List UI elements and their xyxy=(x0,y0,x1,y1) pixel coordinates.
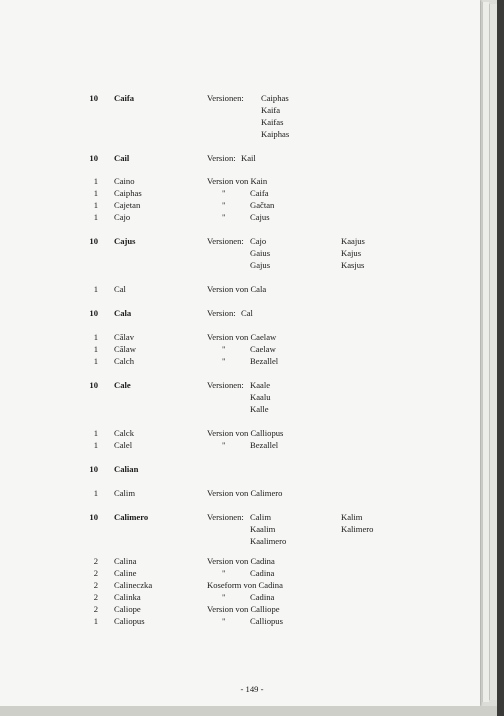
reference-target: Calliopus xyxy=(250,616,283,626)
variant-name: Kaalim xyxy=(250,524,276,534)
entry-name: Caliopus xyxy=(114,616,145,626)
reference-text: Version von Cala xyxy=(207,284,267,294)
entry-number: 1 xyxy=(93,332,98,342)
variant-name: Calim xyxy=(250,512,272,522)
entry-number: 1 xyxy=(93,616,98,626)
variant-name: Kaifas xyxy=(261,117,284,127)
entry-number: 10 xyxy=(89,153,98,163)
ditto-mark: " xyxy=(222,616,226,626)
entry-name: Caifa xyxy=(114,93,135,103)
entry-number: 2 xyxy=(93,556,98,566)
entry-name: Caline xyxy=(114,568,137,578)
entry-name: Cal xyxy=(114,284,126,294)
reference-target: Cadina xyxy=(250,568,275,578)
entry-number: 1 xyxy=(93,200,98,210)
entry-number: 10 xyxy=(89,512,98,522)
reference-target: Bezallel xyxy=(250,440,279,450)
page-number: - 149 - xyxy=(240,684,264,694)
entry-name: Caino xyxy=(114,176,135,186)
entry-number: 10 xyxy=(89,308,98,318)
variant-name: Kaalimero xyxy=(250,536,287,546)
entry-number: 10 xyxy=(89,236,98,246)
reference-text: Version von Calliope xyxy=(207,604,280,614)
reference-text: Version von Calimero xyxy=(207,488,283,498)
entry-number: 1 xyxy=(93,356,98,366)
ditto-mark: " xyxy=(222,188,226,198)
variant-name: Gaius xyxy=(250,248,271,258)
entry-name: Calimero xyxy=(114,512,149,522)
entry-number: 1 xyxy=(93,440,98,450)
entry-name: Cale xyxy=(114,380,131,390)
reference-target: Caelaw xyxy=(250,344,276,354)
entry-name: Calinka xyxy=(114,592,141,602)
variant-name-extra: Kasjus xyxy=(341,260,365,270)
variant-name: Kaale xyxy=(250,380,271,390)
entry-number: 10 xyxy=(89,380,98,390)
ditto-mark: " xyxy=(222,212,226,222)
entry-name: Cajus xyxy=(114,236,136,246)
reference-target: Cadina xyxy=(250,592,275,602)
entry-label: Versionen: xyxy=(207,512,244,522)
entry-name: Caliope xyxy=(114,604,141,614)
variant-name: Kaalu xyxy=(250,392,271,402)
variant-name: Cajo xyxy=(250,236,267,246)
entry-label: Version: xyxy=(207,153,236,163)
ditto-mark: " xyxy=(222,592,226,602)
entry-number: 2 xyxy=(93,592,98,602)
entry-number: 1 xyxy=(93,212,98,222)
reference-target: Caifa xyxy=(250,188,269,198)
reference-text: Version von Cadina xyxy=(207,556,275,566)
entry-number: 1 xyxy=(93,344,98,354)
entry-number: 10 xyxy=(89,464,98,474)
entry-name: Calina xyxy=(114,556,137,566)
ditto-mark: " xyxy=(222,200,226,210)
variant-name: Kaifa xyxy=(261,105,281,115)
reference-target: Gačtan xyxy=(250,200,275,210)
entry-name: Călav xyxy=(114,332,135,342)
entry-name: Caiphas xyxy=(114,188,142,198)
reference-text: Version von Kain xyxy=(207,176,268,186)
entry-number: 1 xyxy=(93,428,98,438)
variant-name-extra: Kalimero xyxy=(341,524,374,534)
entry-number: 1 xyxy=(93,488,98,498)
page-edge xyxy=(482,2,489,702)
reference-text: Version von Caelaw xyxy=(207,332,277,342)
entry-number: 2 xyxy=(93,580,98,590)
entry-name: Cala xyxy=(114,308,132,318)
entry-number: 2 xyxy=(93,568,98,578)
entry-name: Calian xyxy=(114,464,139,474)
variant-name-extra: Kajus xyxy=(341,248,362,258)
ditto-mark: " xyxy=(222,568,226,578)
entry-name: Calck xyxy=(114,428,135,438)
ditto-mark: " xyxy=(222,344,226,354)
variant-name: Gajus xyxy=(250,260,271,270)
variant-name: Kaiphas xyxy=(261,129,290,139)
entry-name: Calch xyxy=(114,356,135,366)
entry-label: Versionen: xyxy=(207,93,244,103)
scan-border xyxy=(497,0,504,716)
variant-name: Cal xyxy=(241,308,253,318)
entry-number: 2 xyxy=(93,604,98,614)
variant-name-extra: Kaajus xyxy=(341,236,365,246)
entry-number: 10 xyxy=(89,93,98,103)
ditto-mark: " xyxy=(222,440,226,450)
reference-text: Koseform von Cadina xyxy=(207,580,283,590)
entry-number: 1 xyxy=(93,176,98,186)
entry-name: Cail xyxy=(114,153,130,163)
entry-label: Versionen: xyxy=(207,236,244,246)
reference-target: Cajus xyxy=(250,212,270,222)
entry-label: Version: xyxy=(207,308,236,318)
entry-name: Cajetan xyxy=(114,200,141,210)
entry-name: Cajo xyxy=(114,212,131,222)
entry-name: Calel xyxy=(114,440,133,450)
entry-name: Calineczka xyxy=(114,580,153,590)
entry-number: 1 xyxy=(93,284,98,294)
entry-name: Călaw xyxy=(114,344,136,354)
reference-text: Version von Calliopus xyxy=(207,428,284,438)
variant-name-extra: Kalim xyxy=(341,512,363,522)
reference-target: Bezallel xyxy=(250,356,279,366)
variant-name: Caiphas xyxy=(261,93,289,103)
variant-name: Kalle xyxy=(250,404,269,414)
ditto-mark: " xyxy=(222,356,226,366)
entry-name: Calim xyxy=(114,488,136,498)
scan-border xyxy=(0,706,497,716)
page-edge xyxy=(489,4,497,700)
entry-label: Versionen: xyxy=(207,380,244,390)
variant-name: Kail xyxy=(241,153,256,163)
entry-number: 1 xyxy=(93,188,98,198)
